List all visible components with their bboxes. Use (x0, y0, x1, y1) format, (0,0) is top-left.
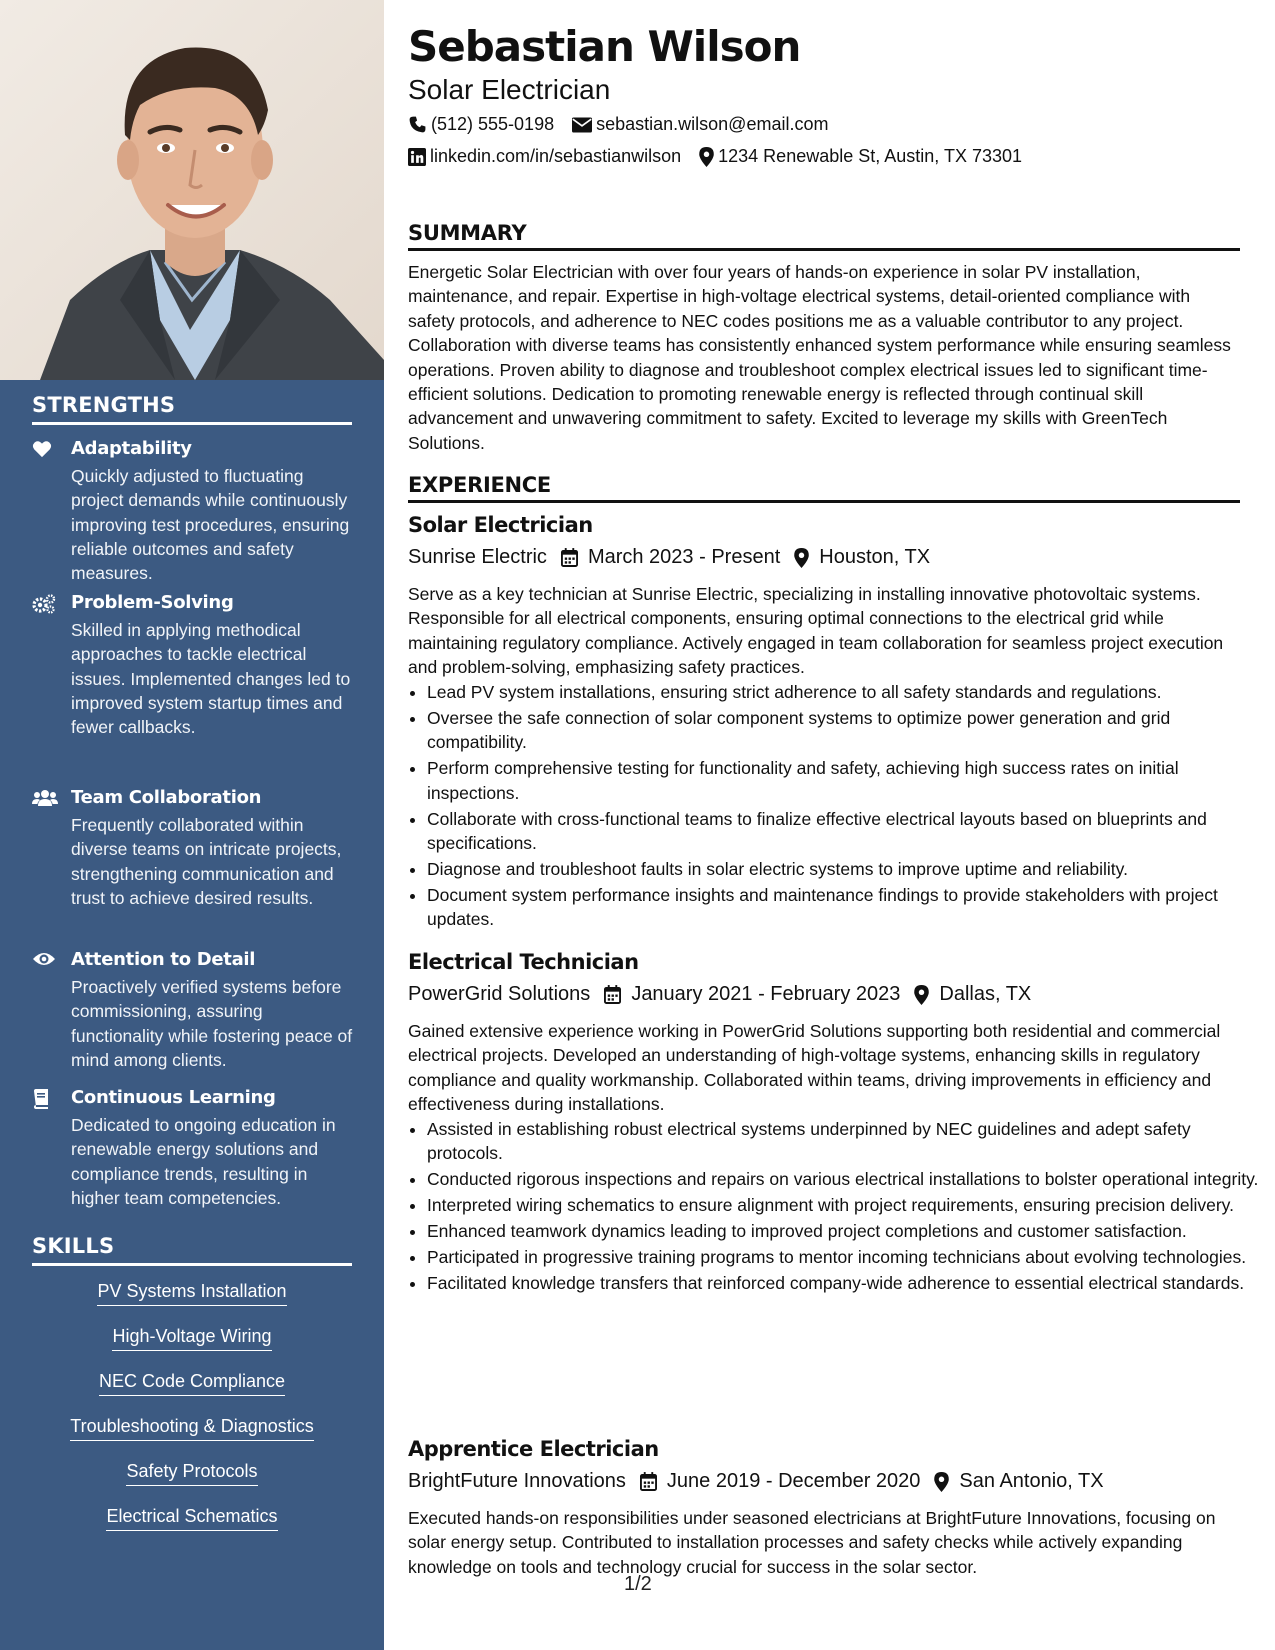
job-company: PowerGrid Solutions (408, 983, 591, 1005)
candidate-name: Sebastian Wilson (408, 22, 801, 71)
job-location: Dallas, TX (939, 983, 1032, 1005)
list-item: • Facilitated knowledge transfers that reinforced company-wide adherence to essential electrical standards. (427, 1271, 1259, 1295)
skill-item: Electrical Schematics (32, 1505, 352, 1550)
skills-heading: SKILLS (32, 1234, 352, 1266)
strength-description: Frequently collaborated within diverse teams on intricate projects, strengthening communication and trust to achieve desired results. (71, 815, 342, 908)
gears-icon (32, 594, 54, 616)
skill-item: PV Systems Installation (32, 1280, 352, 1325)
page-number: 1/2 (624, 1573, 652, 1595)
list-item: • Participated in progressive training programs to mentor incoming technicians about evolving technologies. (427, 1245, 1259, 1269)
map-marker-icon (699, 147, 714, 167)
strength-description: Dedicated to ongoing education in renewable energy solutions and compliance trends, resulting in higher team competencies. (71, 1115, 336, 1208)
calendar-icon (604, 985, 621, 1004)
strength-title: Continuous Learning (71, 1087, 276, 1108)
job-location: Houston, TX (819, 546, 931, 568)
users-icon (32, 789, 54, 811)
list-item: • Enhanced teamwork dynamics leading to improved project completions and customer satisfaction. (427, 1219, 1259, 1243)
summary-text: Energetic Solar Electrician with over four years of hands-on experience in solar PV installation, maintenance, and repair. Expertise in high-voltage electrical systems, detail-oriented compliance with safety protocols, and adherence to NEC codes positions me as a valuable contributor to any project. Collaboration with diverse teams has consistently enhanced system performance while ensuring seamless operations. Proven ability to diagnose and troubleshoot complex electrical issues led to significant time-efficient solutions. Dedication to promoting renewable energy is reflected through continual skill advancement and unwavering commitment to safety. Excited to leverage my skills with GreenTech Solutions. (408, 262, 1231, 453)
map-marker-icon (794, 548, 809, 568)
portrait-illustration (0, 0, 384, 380)
skill-item: High-Voltage Wiring (32, 1325, 352, 1370)
list-item: • Lead PV system installations, ensuring strict adherence to all safety standards and regulations. (427, 680, 1259, 704)
eye-icon (32, 951, 54, 973)
envelope-icon (572, 117, 592, 133)
job-dates: January 2021 - February 2023 (631, 983, 901, 1005)
job-dates: March 2023 - Present (587, 546, 781, 568)
map-marker-icon (914, 985, 929, 1005)
job-meta (408, 546, 930, 569)
list-item: • Assisted in establishing robust electrical systems underpinned by NEC guidelines and adept safety protocols. (427, 1117, 1259, 1166)
skills-list (32, 1280, 352, 1550)
strength-title: Adaptability (71, 438, 192, 459)
profile-photo (0, 0, 384, 380)
job-title: Apprentice Electrician (408, 1437, 659, 1461)
list-item: • Diagnose and troubleshoot faults in solar electric systems to improve uptime and reliability. (427, 857, 1259, 881)
strength-description: Quickly adjusted to fluctuating project demands while continuously improving test procedures, ensuring reliable outcomes and safety measures. (71, 466, 350, 584)
contact-row-1 (408, 114, 846, 135)
job-bullets (408, 680, 1259, 933)
job-bullets (408, 1117, 1259, 1297)
calendar-icon (640, 1472, 657, 1491)
skill-item: NEC Code Compliance (32, 1370, 352, 1415)
job-location: San Antonio, TX (959, 1470, 1104, 1492)
list-item: • Collaborate with cross-functional teams to finalize effective electrical layouts based on blueprints and specifications. (427, 807, 1259, 856)
book-icon (32, 1089, 54, 1111)
job-meta (408, 1470, 1104, 1493)
strength-description: Skilled in applying methodical approaches to tackle electrical issues. Implemented changes led to improved system startup times and fewer callbacks. (71, 620, 351, 738)
map-marker-icon (934, 1472, 949, 1492)
heart-icon (32, 440, 54, 462)
strength-title: Problem-Solving (71, 592, 234, 613)
contact-row-2 (408, 146, 1040, 167)
summary-heading: SUMMARY (408, 221, 1240, 251)
skill-item: Troubleshooting & Diagnostics (32, 1415, 352, 1460)
job-dates: June 2019 - December 2020 (666, 1470, 921, 1492)
candidate-role: Solar Electrician (408, 74, 611, 105)
strength-title: Attention to Detail (71, 949, 256, 970)
job-description: Executed hands-on responsibilities under seasoned electricians at BrightFuture Innovations, focusing on solar energy setup. Contributed to installation processes and safety checks while actively expanding knowledge on tools and technology crucial for success in the solar sector. (408, 1508, 1216, 1577)
skill-item: Safety Protocols (32, 1460, 352, 1505)
experience-heading: EXPERIENCE (408, 473, 1240, 503)
list-item: • Oversee the safe connection of solar component systems to optimize power generation and grid compatibility. (427, 706, 1259, 755)
strengths-heading: STRENGTHS (32, 393, 352, 425)
strength-title: Team Collaboration (71, 787, 262, 808)
sidebar (0, 0, 384, 1650)
list-item: • Perform comprehensive testing for functionality and safety, achieving high success rates on initial inspections. (427, 756, 1259, 805)
job-company: Sunrise Electric (408, 546, 547, 568)
job-company: BrightFuture Innovations (408, 1470, 626, 1492)
list-item: • Document system performance insights and maintenance findings to provide stakeholders with project updates. (427, 883, 1259, 932)
list-item: • Conducted rigorous inspections and repairs on various electrical installations to bolster operational integrity. (427, 1167, 1259, 1191)
job-title: Solar Electrician (408, 513, 593, 537)
job-meta (408, 983, 1031, 1006)
calendar-icon (561, 548, 578, 567)
strength-description: Proactively verified systems before commissioning, assuring functionality while fostering peace of mind among clients. (71, 977, 353, 1070)
address-contact: 1234 Renewable St, Austin, TX 73301 (699, 146, 1022, 167)
email-contact[interactable]: sebastian.wilson@email.com (572, 114, 828, 135)
job-description: Gained extensive experience working in PowerGrid Solutions supporting both residential and commercial electrical projects. Developed an understanding of high-voltage systems, enhancing skills in regulatory compliance and quality workmanship. Collaborated within teams, driving improvements in efficiency and effectiveness during installations. (408, 1021, 1221, 1115)
phone-contact[interactable]: (512) 555-0198 (408, 114, 554, 135)
linkedin-icon (408, 148, 426, 166)
job-description: Serve as a key technician at Sunrise Electric, specializing in installing innovative photovoltaic systems. Responsible for all electrical components, ensuring optimal connections to the electrical grid while maintaining regulatory compliance. Actively engaged in team collaboration for seamless project execution and problem-solving, emphasizing safety practices. (408, 584, 1224, 678)
job-title: Electrical Technician (408, 950, 639, 974)
linkedin-contact[interactable]: linkedin.com/in/sebastianwilson (408, 146, 681, 167)
phone-icon (408, 115, 427, 134)
list-item: • Interpreted wiring schematics to ensure alignment with project requirements, ensuring precision delivery. (427, 1193, 1259, 1217)
